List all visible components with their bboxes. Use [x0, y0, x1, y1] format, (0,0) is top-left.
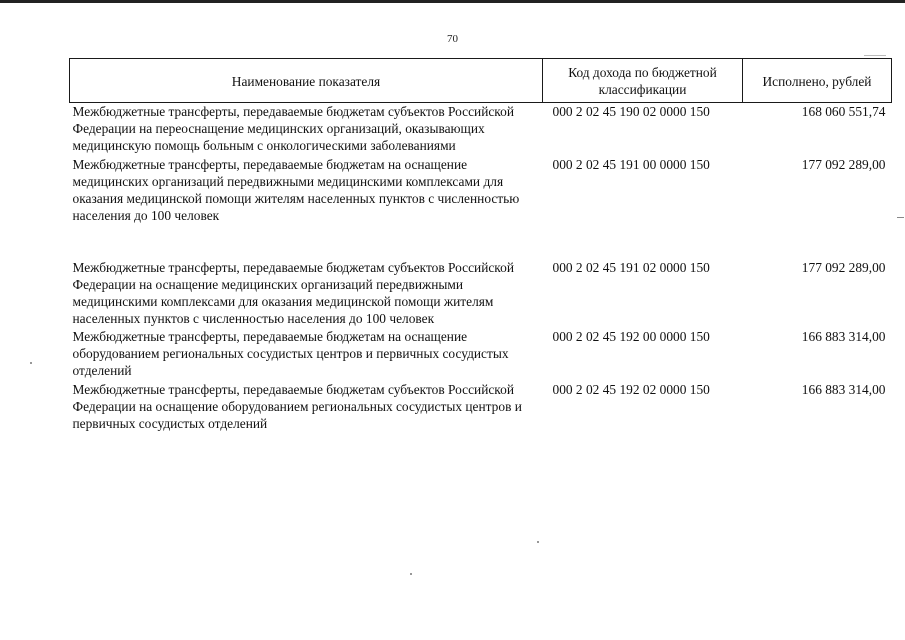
scan-mark — [864, 55, 886, 56]
revenue-code: 000 2 02 45 192 02 0000 150 — [552, 382, 710, 397]
revenue-code: 000 2 02 45 191 02 0000 150 — [552, 260, 710, 275]
indicator-name: Межбюджетные трансферты, передаваемые бюджетам субъектов Российской Федерации на оснащение оборудованием региональных сосудистых центров и первичных сосудистых отделений — [72, 382, 522, 431]
executed-amount: 166 883 314,00 — [801, 382, 886, 397]
table-row — [70, 156, 892, 259]
header-revenue-code: Код дохода по бюджетной классификации — [543, 59, 743, 103]
table-header-row — [70, 59, 892, 103]
table-row — [70, 328, 892, 381]
scan-top-edge — [0, 0, 905, 3]
revenue-code: 000 2 02 45 190 02 0000 150 — [552, 104, 710, 119]
page-number: 70 — [447, 33, 458, 45]
executed-amount: 177 092 289,00 — [801, 260, 886, 275]
executed-amount: 166 883 314,00 — [801, 329, 886, 344]
indicator-name: Межбюджетные трансферты, передаваемые бюджетам субъектов Российской Федерации на переоснащение медицинских организаций, оказывающих медицинскую помощь больным с онкологическими заболеваниями — [72, 104, 514, 153]
header-indicator-name: Наименование показателя — [70, 59, 543, 103]
scan-speck — [537, 541, 539, 543]
indicator-name: Межбюджетные трансферты, передаваемые бюджетам на оснащение медицинских организаций передвижными медицинскими комплексами для оказания медицинской помощи жителям населенных пунктов с численностью населения до 100 человек — [72, 157, 520, 223]
scan-mark — [897, 217, 904, 218]
scan-speck — [410, 573, 412, 575]
executed-amount: 177 092 289,00 — [801, 157, 886, 172]
indicator-name: Межбюджетные трансферты, передаваемые бюджетам субъектов Российской Федерации на оснащение медицинских организаций передвижными медицинскими комплексами для оказания медицинской помощи жителям населенных пунктов с численностью населения до 100 человек — [72, 260, 514, 326]
revenue-code: 000 2 02 45 191 00 0000 150 — [552, 157, 710, 172]
header-executed-amount: Исполнено, рублей — [743, 59, 892, 103]
table-row — [70, 259, 892, 328]
executed-amount: 168 060 551,74 — [801, 104, 886, 119]
table-row — [70, 381, 892, 432]
table-row — [70, 103, 892, 157]
scan-speck — [30, 362, 32, 364]
revenue-code: 000 2 02 45 192 00 0000 150 — [552, 329, 710, 344]
budget-table — [69, 58, 892, 432]
indicator-name: Межбюджетные трансферты, передаваемые бюджетам на оснащение оборудованием региональных сосудистых центров и первичных сосудистых отделений — [72, 329, 509, 378]
